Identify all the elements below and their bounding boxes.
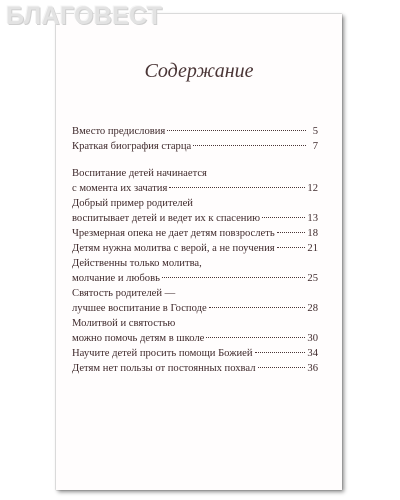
toc-page-number: 21 — [307, 243, 318, 254]
toc-page-number: 12 — [307, 183, 318, 194]
toc-entry-title-line: Святость родителей — — [72, 288, 176, 299]
dot-leader — [167, 129, 306, 131]
dot-leader — [162, 276, 306, 278]
dot-leader — [258, 366, 306, 368]
toc-page-number: 5 — [312, 126, 318, 137]
toc-entry-title: Научите детей просить помощи Божией — [72, 348, 253, 359]
dot-leader — [209, 306, 306, 308]
dot-leader — [206, 336, 305, 338]
toc-entry — [72, 226, 318, 241]
toc-entry-title: Чрезмерная опека не дает детям повзрослеть — [72, 228, 275, 239]
toc-entry — [72, 361, 318, 376]
toc-entry — [72, 241, 318, 256]
book-page — [56, 14, 342, 490]
toc-entry — [72, 166, 318, 196]
toc-entry-title: Детям нет пользы от постоянных похвал — [72, 363, 256, 374]
toc-entry-title: Детям нужна молитва с верой, а не поучения — [72, 243, 275, 254]
toc-entry — [72, 346, 318, 361]
toc-entry-title-line: Молитвой и святостью — [72, 318, 176, 329]
dot-leader — [262, 216, 305, 218]
dot-leader — [169, 186, 305, 188]
dot-leader — [193, 144, 306, 146]
toc-page-number: 13 — [307, 213, 318, 224]
toc-entry — [72, 256, 318, 286]
table-of-contents — [72, 124, 318, 376]
toc-entry-title-line: Добрый пример родителей — [72, 198, 193, 209]
toc-page-number: 30 — [307, 333, 318, 344]
toc-page-number: 18 — [307, 228, 318, 239]
toc-entry — [72, 139, 318, 154]
toc-entry-title: Краткая биография старца — [72, 141, 192, 152]
dot-leader — [255, 351, 306, 353]
toc-page-number: 28 — [307, 303, 318, 314]
toc-entry-title: молчание и любовь — [72, 273, 160, 284]
watermark-logo: БЛАГОВЕСТ — [6, 2, 163, 30]
toc-page-number: 34 — [307, 348, 318, 359]
toc-page-number: 25 — [307, 273, 318, 284]
toc-entry-title-line: Воспитание детей начинается — [72, 168, 207, 179]
toc-page-number: 7 — [312, 141, 318, 152]
toc-entry — [72, 196, 318, 226]
toc-entry — [72, 124, 318, 139]
toc-entry-title: с момента их зачатия — [72, 183, 168, 194]
toc-entry — [72, 316, 318, 346]
page-title: Содержание — [144, 60, 254, 82]
dot-leader — [277, 246, 306, 248]
toc-entry-title: можно помочь детям в школе — [72, 333, 205, 344]
toc-page-number: 36 — [307, 363, 318, 374]
toc-entry-title-line: Действенны только молитва, — [72, 258, 202, 269]
toc-entry-title: лучшее воспитание в Господе — [72, 303, 207, 314]
toc-entry — [72, 286, 318, 316]
toc-entry-title: Вместо предисловия — [72, 126, 166, 137]
toc-entry-title: воспитывает детей и ведет их к спасению — [72, 213, 261, 224]
dot-leader — [277, 231, 306, 233]
